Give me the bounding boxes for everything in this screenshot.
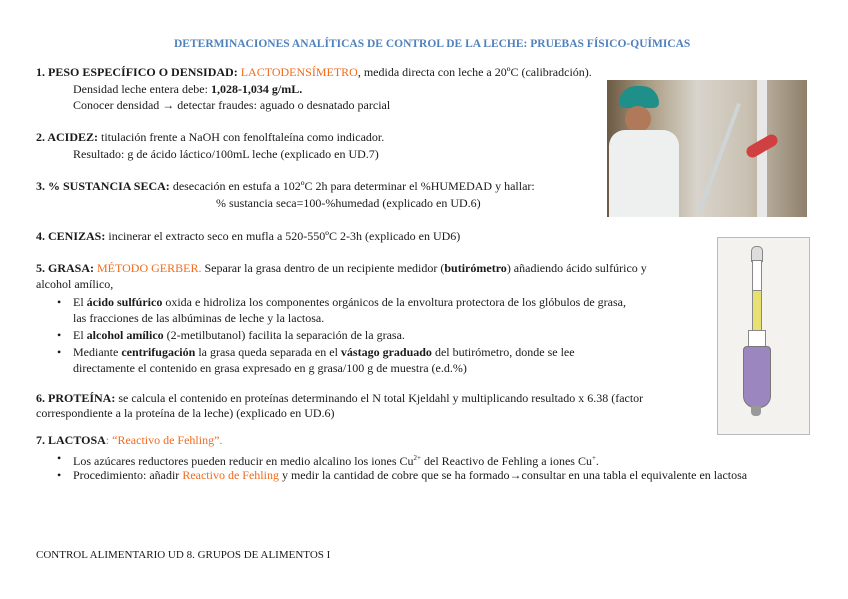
text: El: [73, 295, 87, 309]
bullet: •: [57, 468, 62, 482]
section-1-line: [36, 64, 592, 80]
text: y medir la cantidad de cobre que se ha formado→consultar en una tabla el equivalente en lactosa: [278, 468, 748, 482]
page-title: DETERMINACIONES ANALÍTICAS DE CONTROL DE LA LECHE: PRUEBAS FÍSICO-QUÍMICAS: [174, 38, 691, 50]
text-line: correspondiente a la proteína de la leche) (explicado en UD.6): [36, 406, 335, 420]
superscript: 2+: [413, 454, 421, 462]
text: .: [595, 454, 599, 468]
section-7-heading: 7. LACTOSA: [36, 433, 106, 447]
butyrometer-diagram: [717, 237, 810, 435]
text-line: Conocer densidad → detectar fraudes: aguado o desnatado parcial: [73, 98, 391, 112]
text: (2-metilbutanol) facilita la separación de la grasa.: [163, 328, 405, 342]
text: Los azúcares reductores pueden reducir en medio alcalino los iones Cu: [73, 454, 414, 468]
fehling-highlight: Reactivo de Fehling: [182, 468, 279, 482]
section-2-heading: 2. ACIDEZ:: [36, 130, 99, 144]
bullet-item: [73, 344, 575, 360]
section-5-line: [36, 260, 647, 276]
text: centrifugación: [121, 345, 196, 359]
text: del butirómetro, donde se lee: [431, 345, 575, 359]
section-5-heading: 5. GRASA:: [36, 261, 95, 275]
text-line: las fracciones de las albúminas de leche y la lactosa.: [73, 311, 325, 325]
section-6-line: [36, 390, 643, 406]
text: vástago graduado: [340, 345, 432, 359]
bullet: •: [57, 345, 62, 359]
density-value: 1,028-1,034 g/mL.: [210, 82, 303, 96]
bullet-item: [73, 294, 626, 310]
section-7-line: [36, 432, 222, 448]
bullet: •: [57, 295, 62, 309]
text: Separar la grasa dentro de un recipiente medidor (: [201, 261, 445, 275]
gerber-highlight: MÉTODO GERBER.: [97, 261, 202, 275]
text: ) añadiendo ácido sulfúrico y: [506, 261, 647, 275]
text: Procedimiento: añadir: [73, 468, 183, 482]
text: del Reactivo de Fehling a iones Cu: [421, 454, 592, 468]
bullet-item: [73, 327, 405, 343]
text: incinerar el extracto seco en mufla a 520-550ºC 2-3h (explicado en UD6): [105, 229, 461, 243]
superscript: +: [591, 454, 596, 462]
section-2-line: [36, 129, 384, 145]
text: la grasa queda separada en el: [195, 345, 341, 359]
section-4-heading: 4. CENIZAS:: [36, 229, 106, 243]
text: titulación frente a NaOH con fenolftaleína como indicador.: [98, 130, 385, 144]
section-3-line: [36, 178, 535, 194]
text: ácido sulfúrico: [86, 295, 163, 309]
section-1-heading: 1. PESO ESPECÍFICO O DENSIDAD:: [36, 65, 238, 79]
formula-line: % sustancia seca=100-%humedad (explicado en UD.6): [216, 196, 481, 210]
text: Densidad leche entera debe:: [73, 82, 211, 96]
lactodensimetro-highlight: LACTODENSÍMETRO: [240, 65, 358, 79]
density-line: [73, 81, 302, 97]
section-3-heading: 3. % SUSTANCIA SECA:: [36, 179, 170, 193]
lactodensimeter-photo: [607, 80, 807, 217]
bullet: •: [57, 328, 62, 342]
bullet: •: [57, 451, 62, 465]
text: , medida directa con leche a 20ºC (calibradción).: [357, 65, 592, 79]
text: alcohol amílico: [86, 328, 164, 342]
fehling-highlight: : “Reactivo de Fehling”.: [105, 433, 223, 447]
text: desecación en estufa a 102ºC 2h para determinar el %HUMEDAD y hallar:: [169, 179, 535, 193]
footer: CONTROL ALIMENTARIO UD 8. GRUPOS DE ALIMENTOS I: [36, 549, 331, 561]
text-line: Resultado: g de ácido láctico/100mL leche (explicado en UD.7): [73, 147, 379, 161]
text: Mediante: [73, 345, 122, 359]
bullet-item: [73, 467, 747, 483]
text: butirómetro: [444, 261, 507, 275]
section-4-line: [36, 228, 460, 244]
text: se calcula el contenido en proteínas determinando el N total Kjeldahl y multiplicando resultado x 6.38 (factor: [115, 391, 644, 405]
text-line: directamente el contenido en grasa expresado en g grasa/100 g de muestra (e.d.%): [73, 361, 467, 375]
text-line: alcohol amílico,: [36, 277, 114, 291]
text: El: [73, 328, 87, 342]
section-6-heading: 6. PROTEÍNA:: [36, 391, 116, 405]
text: oxida e hidroliza los componentes orgánicos de la envoltura protectora de los glóbulos de grasa,: [162, 295, 626, 309]
